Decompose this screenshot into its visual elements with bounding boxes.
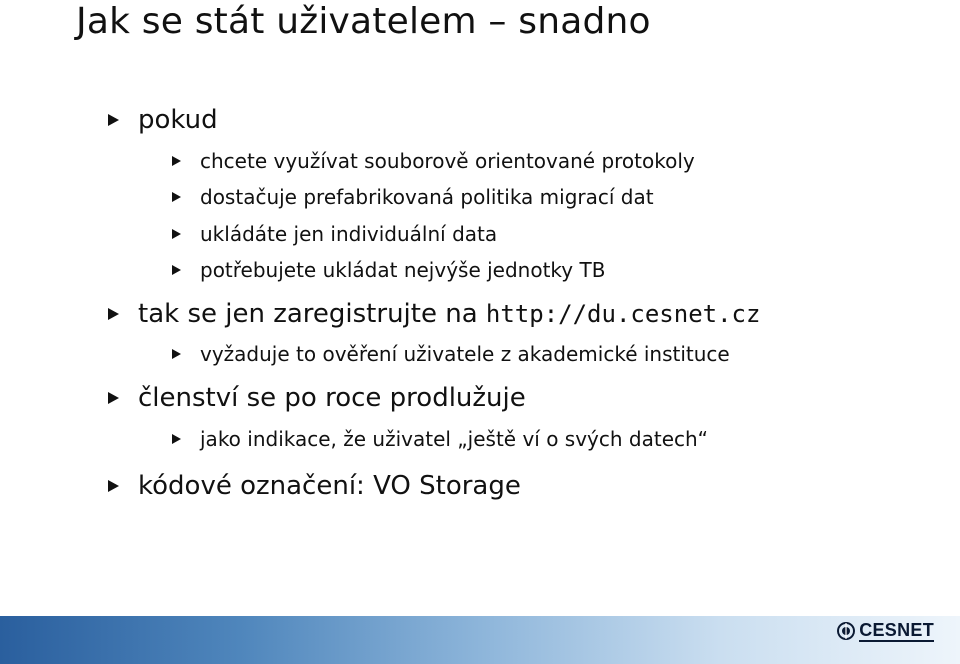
triangle-bullet-icon: [172, 156, 181, 166]
triangle-bullet-icon: [172, 349, 181, 359]
sub-bullet-tb-units: [172, 256, 605, 284]
bullet-item-pokud: [108, 103, 218, 137]
bullet-text: kódové označení: VO Storage: [138, 471, 521, 501]
sub-bullet-individual-data: [172, 220, 497, 248]
bullet-text: chcete využívat souborově orientované protokoly: [200, 149, 695, 173]
bullet-text: tak se jen zaregistrujte na: [138, 299, 486, 329]
bullet-text: ukládáte jen individuální data: [200, 222, 498, 246]
triangle-bullet-icon: [172, 192, 181, 202]
bullet-text: členství se po roce prodlužuje: [138, 383, 526, 413]
triangle-bullet-icon: [108, 480, 119, 492]
cesnet-logo-text: CESNET: [859, 620, 934, 640]
bullet-item-membership: [108, 381, 526, 415]
sub-bullet-protocols: [172, 147, 695, 175]
triangle-bullet-icon: [108, 392, 119, 404]
bullet-item-code-name: [108, 469, 521, 503]
slide-title: Jak se stát uživatelem – snadno: [76, 1, 651, 42]
bullet-text: vyžaduje to ověření uživatele z akademické instituce: [200, 342, 730, 366]
bullet-text: pokud: [138, 105, 218, 135]
bullet-text: potřebujete ukládat nejvýše jednotky TB: [200, 258, 606, 282]
bullet-text: jako indikace, že uživatel „ještě ví o svých datech“: [200, 427, 709, 451]
bullet-text: dostačuje prefabrikovaná politika migrací dat: [200, 185, 654, 209]
sub-bullet-verification: [172, 340, 730, 368]
triangle-bullet-icon: [172, 265, 181, 275]
cesnet-logo: [837, 620, 934, 642]
triangle-bullet-icon: [108, 114, 119, 126]
registration-url[interactable]: http://du.cesnet.cz: [485, 300, 761, 328]
footer-gradient-bar: [0, 616, 960, 664]
cesnet-logo-icon: [837, 622, 855, 640]
sub-bullet-indication: [172, 425, 708, 453]
triangle-bullet-icon: [108, 308, 119, 320]
triangle-bullet-icon: [172, 434, 181, 444]
triangle-bullet-icon: [172, 229, 181, 239]
bullet-item-register: [108, 297, 760, 331]
sub-bullet-migration-policy: [172, 183, 654, 211]
